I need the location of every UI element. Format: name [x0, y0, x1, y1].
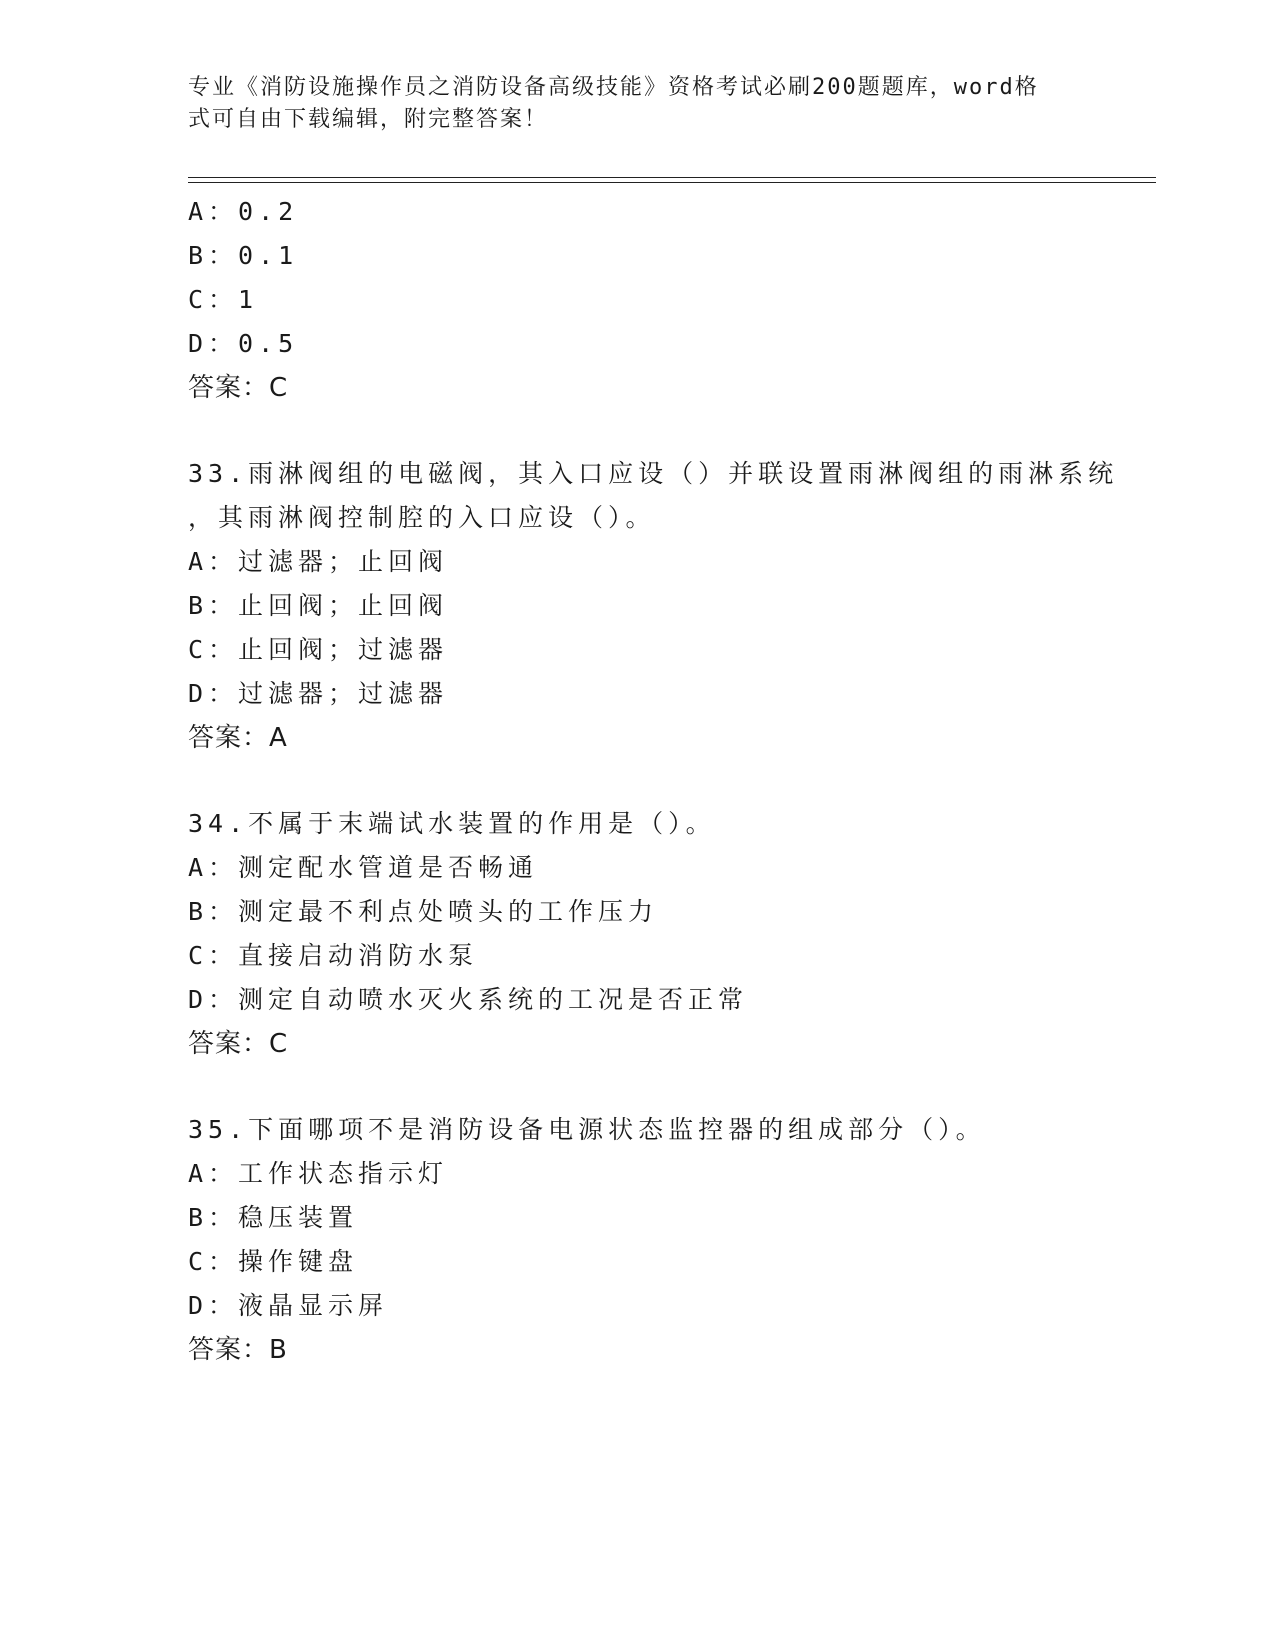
q35-option-c: C：操作键盘	[188, 1247, 359, 1276]
header-line-2: 式可自由下载编辑，附完整答案！	[188, 107, 549, 132]
q33-answer: 答案：A	[188, 723, 288, 753]
q35-option-d: D：液晶显示屏	[188, 1291, 389, 1320]
q35-answer: 答案：B	[188, 1335, 288, 1365]
q35-option-b: B：稳压装置	[188, 1203, 359, 1232]
header-line-1: 专业《消防设施操作员之消防设备高级技能》资格考试必刷200题题库，word格	[188, 75, 1039, 100]
q34-option-b: B：测定最不利点处喷头的工作压力	[188, 897, 659, 926]
q34-stem-line-1: 34.不属于末端试水装置的作用是（）。	[188, 809, 716, 838]
q33-option-b: B：止回阀；止回阀	[188, 591, 449, 620]
q34-option-a: A：测定配水管道是否畅通	[188, 853, 539, 882]
header-divider-bottom	[188, 182, 1156, 183]
q35-option-a: A：工作状态指示灯	[188, 1159, 449, 1188]
q33-stem-line-1: 33.雨淋阀组的电磁阀，其入口应设（）并联设置雨淋阀组的雨淋系统	[188, 459, 1119, 488]
q34-option-c: C：直接启动消防水泵	[188, 941, 479, 970]
q33-stem-line-2: ，其雨淋阀控制腔的入口应设（）。	[188, 503, 656, 532]
q34-answer: 答案：C	[188, 1029, 289, 1059]
q33-option-c: C：止回阀；过滤器	[188, 635, 449, 664]
q33-option-d: D：过滤器；过滤器	[188, 679, 449, 708]
q32-option-b: B：0.1	[188, 241, 299, 270]
q33-option-a: A：过滤器；止回阀	[188, 547, 449, 576]
q35-stem-line-1: 35.下面哪项不是消防设备电源状态监控器的组成部分（）。	[188, 1115, 986, 1144]
header-divider-top	[188, 177, 1156, 178]
q34-option-d: D：测定自动喷水灭火系统的工况是否正常	[188, 985, 749, 1014]
q32-option-c: C：1	[188, 285, 259, 314]
q32-option-a: A：0.2	[188, 197, 299, 226]
document-header	[188, 72, 1088, 136]
q32-option-d: D：0.5	[188, 329, 299, 358]
q32-answer: 答案：C	[188, 373, 289, 403]
